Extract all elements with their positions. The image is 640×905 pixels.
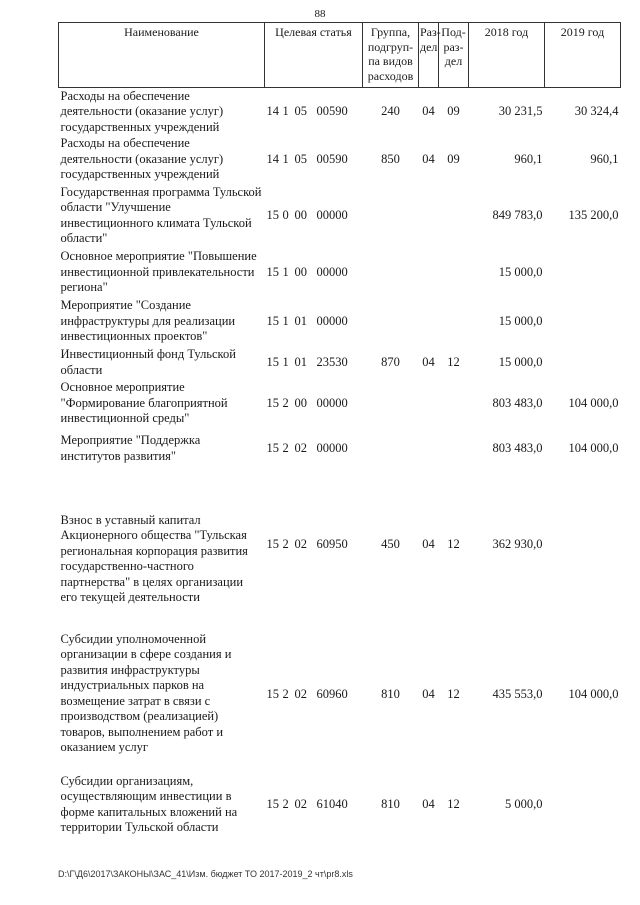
header-group: Группа, подгруп- па видов расходов: [363, 23, 419, 88]
group-cell: 810: [381, 796, 400, 811]
target-article-part: 14: [266, 151, 279, 166]
row-name: Взнос в уставный капитал Акционерного общества "Тульская региональная корпорация развития государственно-частного партнерства" в целях организации его текущей деятельности: [60, 512, 248, 604]
target-article-part: 1: [282, 104, 289, 118]
section-cell: 04: [422, 686, 435, 701]
section-cell: [419, 380, 439, 428]
target-article-part: 60960: [316, 686, 348, 701]
subsection-cell: 12: [447, 536, 460, 551]
target-article-cell: [265, 380, 363, 428]
target-article-part: 01: [294, 313, 307, 328]
row-name: Мероприятие "Поддержка институтов развития": [60, 433, 201, 463]
row-name: Инвестиционный фонд Тульской области: [60, 347, 236, 377]
target-article-cell: [265, 248, 363, 298]
target-article-part: 1: [282, 151, 289, 166]
page-number: 88: [314, 8, 326, 20]
target-article-part: 1: [282, 264, 289, 279]
amount-2018-cell: 5 000,0: [505, 796, 543, 811]
amount-2018-cell: 960,1: [514, 151, 543, 166]
header-subsection: Под- раз- дел: [439, 23, 469, 88]
section-cell: 04: [422, 796, 435, 811]
target-article-cell: [265, 298, 363, 346]
header-section: Раз- дел: [419, 23, 439, 88]
target-article-part: 14: [266, 104, 279, 118]
group-cell: [363, 380, 419, 428]
target-article-part: 2: [282, 796, 289, 811]
target-article-part: 1: [282, 313, 289, 328]
row-name: Расходы на обеспечение деятельности (оказание услуг) государственных учреждений: [60, 88, 224, 134]
amount-2018-cell: 849 783,0: [492, 207, 543, 222]
amount-2019-cell: [545, 470, 621, 620]
section-cell: [419, 248, 439, 298]
target-article-part: 00: [294, 395, 307, 410]
target-article-part: 15: [266, 354, 279, 369]
amount-2018-cell: 15 000,0: [498, 313, 543, 328]
table-row: [59, 380, 621, 428]
target-article-part: 02: [294, 796, 307, 811]
row-name: Субсидии организациям, осуществляющим инвестиции в форме капитальных вложений на территории Тульской области: [60, 773, 238, 834]
header-name: Наименование: [59, 23, 265, 88]
target-article-part: 00000: [316, 440, 348, 455]
target-article-part: 00000: [316, 207, 348, 222]
table-row: [59, 88, 621, 136]
subsection-cell: 12: [447, 796, 460, 811]
amount-2018-cell: 803 483,0: [492, 440, 543, 455]
target-article-part: 15: [266, 796, 279, 811]
table-row: [59, 428, 621, 470]
target-article-part: 2: [282, 395, 289, 410]
group-cell: 450: [381, 536, 400, 551]
table-header-row: [59, 23, 621, 88]
target-article-part: 02: [294, 440, 307, 455]
file-path-footer: D:\Г\Д6\2017\ЗАКОНЫ\ЗАС_41\Изм. бюджет ТО 2017-2019_2 чт\pr8.xls: [58, 869, 353, 879]
subsection-cell: 09: [447, 151, 460, 166]
subsection-cell: 09: [447, 104, 460, 118]
target-article-part: 0: [282, 207, 289, 222]
amount-2019-cell: [545, 770, 621, 840]
target-article-cell: [265, 88, 363, 136]
header-target-article: Целевая статья: [265, 23, 363, 88]
target-article-part: 61040: [316, 796, 348, 811]
row-name: Основное мероприятие "Повышение инвестиционной привлекательности региона": [60, 249, 257, 295]
target-article-part: 15: [266, 686, 279, 701]
subsection-cell: 12: [447, 686, 460, 701]
target-article-part: 2: [282, 440, 289, 455]
group-cell: 240: [381, 104, 400, 118]
target-article-cell: [265, 770, 363, 840]
row-name: Основное мероприятие "Формирование благоприятной инвестиционной среды": [60, 380, 228, 426]
amount-2019-cell: 135 200,0: [568, 207, 619, 222]
amount-2018-cell: 30 231,5: [498, 104, 543, 118]
table-row: [59, 184, 621, 248]
amount-2019-cell: 960,1: [590, 151, 619, 166]
target-article-part: 05: [294, 151, 307, 166]
target-article-part: 00000: [316, 264, 348, 279]
target-article-part: 00590: [316, 104, 348, 118]
table-row: [59, 298, 621, 346]
amount-2019-cell: 104 000,0: [568, 686, 619, 701]
target-article-cell: [265, 136, 363, 184]
target-article-cell: [265, 620, 363, 770]
row-name: Государственная программа Тульской области "Улучшение инвестиционного климата Тульской области": [60, 184, 262, 245]
group-cell: [363, 248, 419, 298]
group-cell: 810: [381, 686, 400, 701]
amount-2019-cell: [545, 248, 621, 298]
target-article-part: 15: [266, 264, 279, 279]
target-article-part: 05: [294, 104, 307, 118]
section-cell: [419, 184, 439, 248]
subsection-cell: [439, 298, 469, 346]
section-cell: [419, 298, 439, 346]
target-article-cell: [265, 428, 363, 470]
section-cell: [419, 428, 439, 470]
amount-2018-cell: 15 000,0: [498, 354, 543, 369]
target-article-part: 02: [294, 686, 307, 701]
table-body: [59, 88, 621, 840]
table-row: [59, 346, 621, 380]
target-article-part: 00: [294, 207, 307, 222]
header-year-2018: 2018 год: [469, 23, 545, 88]
target-article-part: 15: [266, 440, 279, 455]
table-row: [59, 136, 621, 184]
amount-2018-cell: 803 483,0: [492, 395, 543, 410]
row-name: Расходы на обеспечение деятельности (оказание услуг) государственных учреждений: [60, 136, 224, 182]
row-name: Субсидии уполномоченной организации в сфере создания и развития инфраструктуры индустриальных парков на возмещение затрат в связи с производством (реализацией) товаров, выполнением работ и оказанием услуг: [60, 631, 232, 754]
target-article-part: 15: [266, 536, 279, 551]
target-article-part: 60950: [316, 536, 348, 551]
target-article-part: 15: [266, 395, 279, 410]
target-article-part: 01: [294, 354, 307, 369]
amount-2018-cell: 362 930,0: [492, 536, 543, 551]
amount-2019-cell: 104 000,0: [568, 395, 619, 410]
amount-2018-cell: 435 553,0: [492, 686, 543, 701]
target-article-part: 00000: [316, 395, 348, 410]
section-cell: 04: [422, 536, 435, 551]
amount-2018-cell: 15 000,0: [498, 264, 543, 279]
subsection-cell: 12: [447, 354, 460, 369]
group-cell: [363, 428, 419, 470]
target-article-part: 02: [294, 536, 307, 551]
budget-table: [58, 22, 621, 840]
target-article-part: 1: [282, 354, 289, 369]
subsection-cell: [439, 184, 469, 248]
section-cell: 04: [422, 151, 435, 166]
subsection-cell: [439, 428, 469, 470]
amount-2019-cell: [545, 298, 621, 346]
target-article-part: 15: [266, 313, 279, 328]
amount-2019-cell: 30 324,4: [574, 104, 619, 118]
table-row: [59, 248, 621, 298]
target-article-part: 2: [282, 686, 289, 701]
subsection-cell: [439, 248, 469, 298]
table-row: [59, 620, 621, 770]
target-article-part: 00: [294, 264, 307, 279]
subsection-cell: [439, 380, 469, 428]
target-article-cell: [265, 346, 363, 380]
target-article-part: 00000: [316, 313, 348, 328]
target-article-cell: [265, 184, 363, 248]
group-cell: 870: [381, 354, 400, 369]
group-cell: 850: [381, 151, 400, 166]
table-row: [59, 770, 621, 840]
header-year-2019: 2019 год: [545, 23, 621, 88]
target-article-part: 00590: [316, 151, 348, 166]
target-article-part: 15: [266, 207, 279, 222]
amount-2019-cell: [545, 346, 621, 380]
target-article-part: 23530: [316, 354, 348, 369]
section-cell: 04: [422, 104, 435, 118]
amount-2019-cell: 104 000,0: [568, 440, 619, 455]
target-article-cell: [265, 470, 363, 620]
table-row: [59, 470, 621, 620]
row-name: Мероприятие "Создание инфраструктуры для реализации инвестиционных проектов": [60, 298, 236, 344]
section-cell: 04: [422, 354, 435, 369]
group-cell: [363, 184, 419, 248]
group-cell: [363, 298, 419, 346]
target-article-part: 2: [282, 536, 289, 551]
